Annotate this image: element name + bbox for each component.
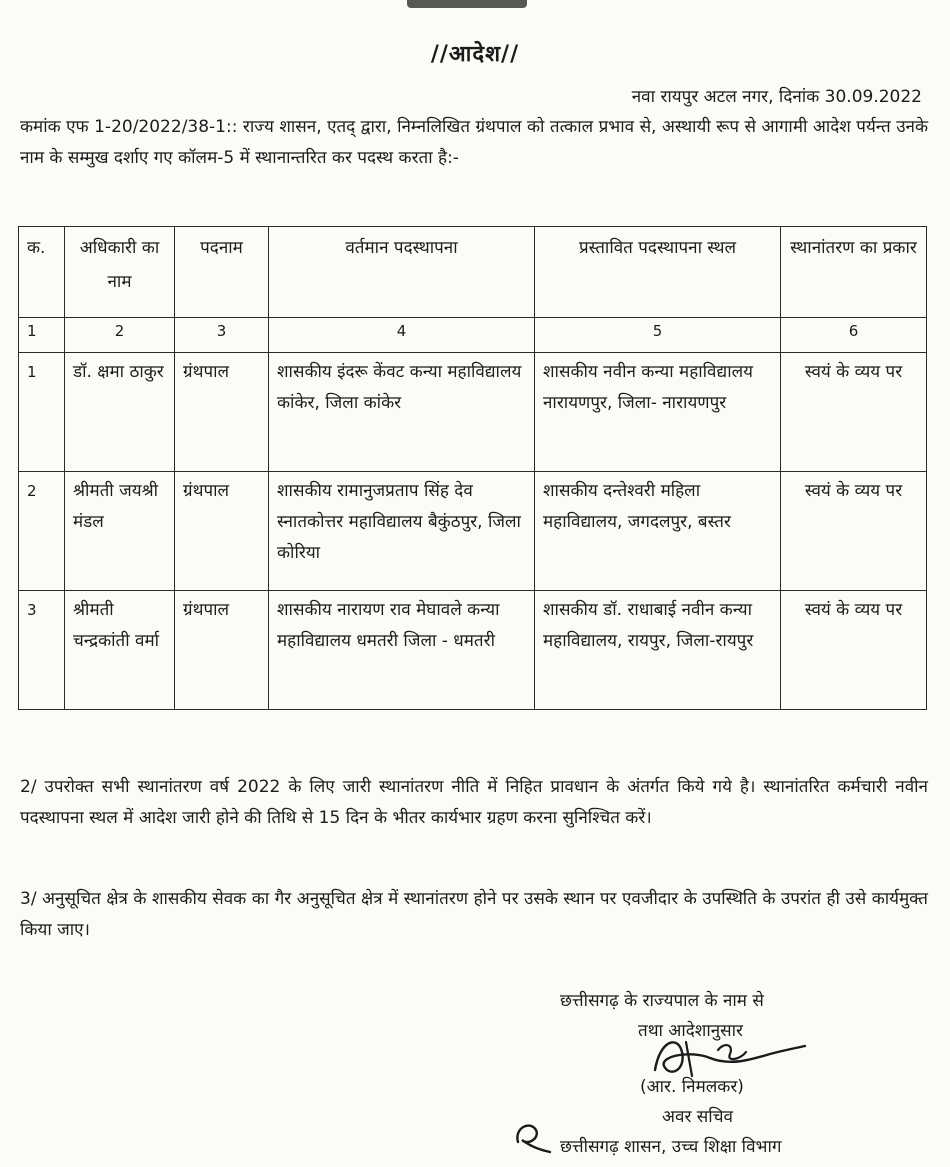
officer-name: श्रीमती चन्द्रकांती वर्मा <box>65 591 175 710</box>
proposed-posting: शासकीय दन्तेश्वरी महिला महाविद्यालय, जगदलपुर, बस्तर <box>535 472 781 591</box>
designation: ग्रंथपाल <box>175 591 269 710</box>
row-serial: 1 <box>19 353 65 472</box>
row-serial: 3 <box>19 591 65 710</box>
current-posting: शासकीय इंदरू केंवट कन्या महाविद्यालय कांकेर, जिला कांकेर <box>269 353 535 472</box>
row-serial: 2 <box>19 472 65 591</box>
officer-name: श्रीमती जयश्री मंडल <box>65 472 175 591</box>
transfer-type: स्वयं के व्यय पर <box>781 591 927 710</box>
signature-line-order: तथा आदेशानुसार <box>638 1021 744 1041</box>
header-transfer-type: स्थानांतरण का प्रकार <box>781 227 927 318</box>
column-number: 6 <box>781 318 927 353</box>
column-number: 3 <box>175 318 269 353</box>
header-current-posting: वर्तमान पदस्थापना <box>269 227 535 318</box>
top-letterhead-fragment <box>407 0 527 8</box>
designation: ग्रंथपाल <box>175 472 269 591</box>
paragraph-2: 2/ उपरोक्त सभी स्थानांतरण वर्ष 2022 के लिए जारी स्थानांतरण नीति में निहित प्रावधान के अंतर्गत किये गये है। स्थानांतरित कर्मचारी नवीन पदस्थापना स्थल में आदेश जारी होने की तिथि से 15 दिन के भीतर कार्यभार ग्रहण करना सुनिश्चित करें। <box>20 777 928 828</box>
header-serial: क. <box>19 227 65 318</box>
column-number: 2 <box>65 318 175 353</box>
column-number: 5 <box>535 318 781 353</box>
signatory-department: छत्तीसगढ़ शासन, उच्च शिक्षा विभाग <box>560 1137 782 1157</box>
header-proposed-posting: प्रस्तावित पदस्थापना स्थल <box>535 227 781 318</box>
order-intro-paragraph: कमांक एफ 1-20/2022/38-1:: राज्य शासन, एतद् द्वारा, निम्नलिखित ग्रंथपाल को तत्काल प्रभाव से, अस्थायी रूप से आगामी आदेश पर्यन्त उनके नाम के सम्मुख दर्शाए गए कॉलम-5 में स्थानान्तरित कर पदस्थ करता है:- <box>20 117 928 168</box>
transfer-table <box>18 226 927 710</box>
order-title: //आदेश// <box>430 42 520 67</box>
header-officer-name: अधिकारी का नाम <box>65 227 175 318</box>
current-posting: शासकीय नारायण राव मेघावले कन्या महाविद्यालय धमतरी जिला - धमतरी <box>269 591 535 710</box>
signatory-name: (आर. निमलकर) <box>640 1077 744 1097</box>
paragraph-3: 3/ अनुसूचित क्षेत्र के शासकीय सेवक का गैर अनुसूचित क्षेत्र में स्थानांतरण होने पर उसके स्थान पर एवजीदार के उपस्थिति के उपरांत ही उसे कार्यमुक्त किया जाए। <box>20 889 928 940</box>
current-posting: शासकीय रामानुजप्रताप सिंह देव स्नातकोत्तर महाविद्यालय बैकुंठपुर, जिला कोरिया <box>269 472 535 591</box>
handwritten-initial <box>510 1116 554 1156</box>
table-row <box>19 591 927 710</box>
officer-name: डॉ. क्षमा ठाकुर <box>65 353 175 472</box>
place-date-line: नवा रायपुर अटल नगर, दिनांक 30.09.2022 <box>631 87 922 107</box>
proposed-posting: शासकीय नवीन कन्या महाविद्यालय नारायणपुर, जिला- नारायणपुर <box>535 353 781 472</box>
header-designation: पदनाम <box>175 227 269 318</box>
column-number: 1 <box>19 318 65 353</box>
transfer-type: स्वयं के व्यय पर <box>781 353 927 472</box>
designation: ग्रंथपाल <box>175 353 269 472</box>
column-number-row <box>19 318 927 353</box>
table-row <box>19 472 927 591</box>
table-header-row <box>19 227 927 318</box>
proposed-posting: शासकीय डॉ. राधाबाई नवीन कन्या महाविद्यालय, रायपुर, जिला-रायपुर <box>535 591 781 710</box>
transfer-type: स्वयं के व्यय पर <box>781 472 927 591</box>
signature-line-governor: छत्तीसगढ़ के राज्यपाल के नाम से <box>560 991 764 1011</box>
signatory-designation: अवर सचिव <box>662 1107 733 1127</box>
column-number: 4 <box>269 318 535 353</box>
table-row <box>19 353 927 472</box>
